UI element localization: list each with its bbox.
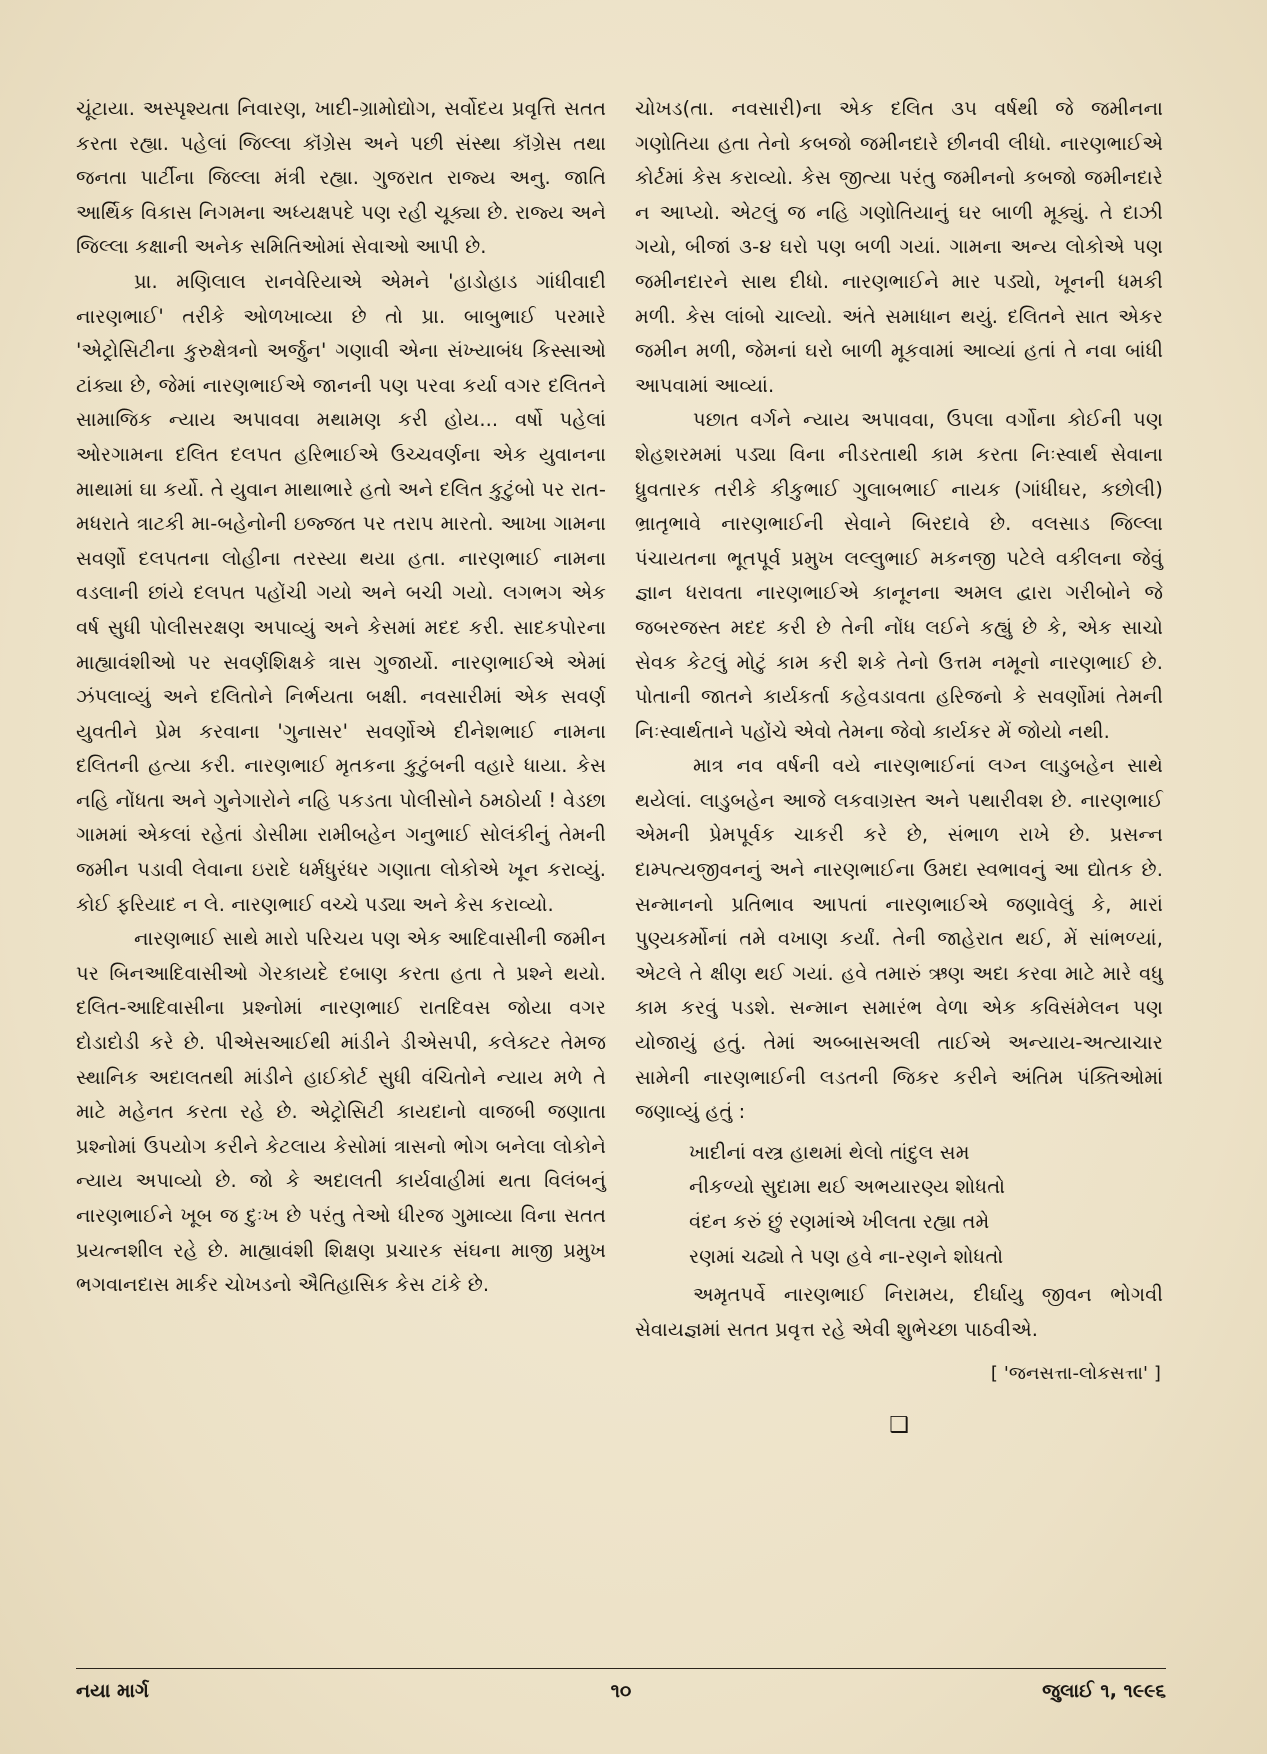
poem-verse xyxy=(689,1136,1163,1274)
page-number: ૧૦ xyxy=(610,1680,632,1702)
footer-divider xyxy=(76,1668,1166,1669)
source-credit: [ 'જનસત્તા-લોકસત્તા' ] xyxy=(990,1363,1161,1385)
paragraph-left-3: નારણભાઈ સાથે મારો પરિચય પણ એક આદિવાસીની જમીન પર બિનઆદિવાસીઓ ગેરકાયદે દબાણ કરતા હતા તે પ્રશ્ને થયો. દલિત-આદિવાસીના પ્રશ્નોમાં નારણભાઈ રાતદિવસ જોયા વગર દોડાદોડી કરે છે. પીએસઆઈથી માંડીને ડીએસપી, કલેક્ટર તેમજ સ્થાનિક અદાલતથી માંડીને હાઈકોર્ટ સુધી વંચિતોને ન્યાય મળે તે માટે મહેનત કરતા રહે છે. એટ્રોસિટી કાયદાનો વાજબી જણાતા પ્રશ્નોમાં ઉપયોગ કરીને કેટલાય કેસોમાં ત્રાસનો ભોગ બનેલા લોકોને ન્યાય અપાવ્યો છે. જો કે અદાલતી કાર્યવાહીમાં થતા વિલંબનું નારણભાઈને ખૂબ જ દુઃખ છે પરંતુ તેઓ ધીરજ ગુમાવ્યા વિના સતત પ્રયત્નશીલ રહે છે. માહ્યાવંશી શિક્ષણ પ્રચારક સંઘના માજી પ્રમુખ ભગવાનદાસ માર્કર ચોખડનો ઐતિહાસિક કેસ ટાંકે છે. xyxy=(76,927,606,1297)
closing-paragraph: અમૃતપર્વે નારણભાઈ નિરામય, દીર્ઘાયુ જીવન ભોગવી સેવાયજ્ઞમાં સતત પ્રવૃત્ત રહે એવી શુભેચ્છા પાઠવીએ. xyxy=(635,1283,1163,1341)
verse-line-2: નીકળ્યો સુદામા થઈ અભયારણ્ય શોધતો xyxy=(689,1175,1006,1199)
end-mark-icon: ❑ xyxy=(889,1412,909,1438)
paragraph-right-2: પછાત વર્ગને ન્યાય અપાવવા, ઉપલા વર્ગોના કોઈની પણ શેહશરમમાં પડ્યા વિના નીડરતાથી કામ કરતા નિઃસ્વાર્થ સેવાના ધ્રુવતારક તરીકે કીકુભાઈ ગુલાબભાઈ નાયક (ગાંધીઘર, કછોલી) ભ્રાતૃભાવે નારણભાઈની સેવાને બિરદાવે છે. વલસાડ જિલ્લા પંચાયતના ભૂતપૂર્વ પ્રમુખ લલ્લુભાઈ મકનજી પટેલે વકીલના જેવું જ્ઞાન ધરાવતા નારણભાઈએ કાનૂનના અમલ દ્વારા ગરીબોને જે જબરજસ્ત મદદ કરી છે તેની નોંધ લઈને કહ્યું છે કે, એક સાચો સેવક કેટલું મોટું કામ કરી શકે તેનો ઉત્તમ નમૂનો નારણભાઈ છે. પોતાની જાતને કાર્યકર્તા કહેવડાવતા હરિજનો કે સવર્ણોમાં તેમની નિઃસ્વાર્થતાને પહોંચે એવો તેમના જેવો કાર્યકર મેં જોયો નથી. xyxy=(635,408,1163,743)
left-column xyxy=(76,92,606,1303)
paragraph-left-1: ચૂંટાયા. અસ્પૃશ્યતા નિવારણ, ખાદી-ગ્રામોદ્યોગ, સર્વોદય પ્રવૃત્તિ સતત કરતા રહ્યા. પહેલાં જિલ્લા કૉંગ્રેસ અને પછી સંસ્થા કૉંગ્રેસ તથા જનતા પાર્ટીના જિલ્લા મંત્રી રહ્યા. ગુજરાત રાજ્ય અનુ. જાતિ આર્થિક વિકાસ નિગમના અધ્યક્ષપદે પણ રહી ચૂક્યા છે. રાજ્ય અને જિલ્લા કક્ષાની અનેક સમિતિઓમાં સેવાઓ આપી છે. xyxy=(76,97,606,259)
magazine-name: નયા માર્ગ xyxy=(76,1680,149,1702)
paragraph-right-1: ચોખડ(તા. નવસારી)ના એક દલિત ૩૫ વર્ષથી જે જમીનના ગણોતિયા હતા તેનો કબજો જમીનદારે છીનવી લીધો. નારણભાઈએ કોર્ટમાં કેસ કરાવ્યો. કેસ જીત્યા પરંતુ જમીનનો કબજો જમીનદારે ન આપ્યો. એટલું જ નહિ ગણોતિયાનું ઘર બાળી મૂક્યું. તે દાઝી ગયો, બીજાં ૩-૪ ઘરો પણ બળી ગયાં. ગામના અન્ય લોકોએ પણ જમીનદારને સાથ દીધો. નારણભાઈને માર પડ્યો, ખૂનની ધમકી મળી. કેસ લાંબો ચાલ્યો. અંતે સમાધાન થયું. દલિતને સાત એકર જમીન મળી, જેમનાં ઘરો બાળી મૂકવામાં આવ્યાં હતાં તે નવા બાંધી આપવામાં આવ્યાં. xyxy=(635,97,1163,397)
verse-line-4: રણમાં ચઢ્યો તે પણ હવે ના-રણને શોધતો xyxy=(689,1244,1004,1268)
right-column xyxy=(635,92,1163,1438)
paragraph-right-3: માત્ર નવ વર્ષની વયે નારણભાઈનાં લગ્ન લાડુબહેન સાથે થયેલાં. લાડુબહેન આજે લકવાગ્રસ્ત અને પથારીવશ છે. નારણભાઈ એમની પ્રેમપૂર્વક ચાકરી કરે છે, સંભાળ રાખે છે. પ્રસન્ન દામ્પત્યજીવનનું અને નારણભાઈના ઉમદા સ્વભાવનું આ દ્યોતક છે. સન્માનનો પ્રતિભાવ આપતાં નારણભાઈએ જણાવેલું કે, મારાં પુણ્યકર્મોનાં તમે વખાણ કર્યાં. તેની જાહેરાત થઈ, મેં સાંભળ્યાં, એટલે તે ક્ષીણ થઈ ગયાં. હવે તમારું ઋણ અદા કરવા માટે મારે વધુ કામ કરવું પડશે. સન્માન સમારંભ વેળા એક કવિસંમેલન પણ યોજાયું હતું. તેમાં અબ્બાસઅલી તાઈએ અન્યાય-અત્યાચાર સામેની નારણભાઈની લડતની જિકર કરીને અંતિમ પંક્તિઓમાં જણાવ્યું હતું : xyxy=(635,754,1163,1124)
paragraph-left-2: પ્રા. મણિલાલ રાનવેરિયાએ એમને 'હાડોહાડ ગાંધીવાદી નારણભાઈ' તરીકે ઓળખાવ્યા છે તો પ્રા. બાબુભાઈ પરમારે 'એટ્રોસિટીના કુરુક્ષેત્રનો અર્જુન' ગણાવી એના સંખ્યાબંધ કિસ્સાઓ ટાંક્યા છે, જેમાં નારણભાઈએ જાનની પણ પરવા કર્યા વગર દલિતને સામાજિક ન્યાય અપાવવા મથામણ કરી હોય... વર્ષો પહેલાં ઓરગામના દલિત દલપત હરિભાઈએ ઉચ્ચવર્ણના એક યુવાનના માથામાં ઘા કર્યો. તે યુવાન માથાભારે હતો અને દલિત કુટુંબો પર રાત-મધરાતે ત્રાટકી મા-બહેનોની ઇજ્જત પર તરાપ મારતો. આખા ગામના સવર્ણો દલપતના લોહીના તરસ્યા થયા હતા. નારણભાઈ નામના વડલાની છાંયે દલપત પહોંચી ગયો અને બચી ગયો. લગભગ એક વર્ષ સુધી પોલીસરક્ષણ અપાવ્યું અને કેસમાં મદદ કરી. સાદકપોરના માહ્યાવંશીઓ પર સવર્ણશિક્ષકે ત્રાસ ગુજાર્યો. નારણભાઈએ એમાં ઝંપલાવ્યું અને દલિતોને નિર્ભયતા બક્ષી. નવસારીમાં એક સવર્ણ યુવતીને પ્રેમ કરવાના 'ગુનાસર' સવર્ણોએ દીનેશભાઈ નામના દલિતની હત્યા કરી. નારણભાઈ મૃતકના કુટુંબની વહારે ધાયા. કેસ નહિ નોંધતા અને ગુનેગારોને નહિ પકડતા પોલીસોને ઠમઠોર્યા ! વેડછા ગામમાં એકલાં રહેતાં ડોસીમા રામીબહેન ગનુભાઈ સોલંકીનું તેમની જમીન પડાવી લેવાના ઇરાદે ધર્મધુરંધર ગણાતા લોકોએ ખૂન કરાવ્યું. કોઈ ફરિયાદ ન લે. નારણભાઈ વચ્ચે પડ્યા અને કેસ કરાવ્યો. xyxy=(76,269,606,916)
verse-line-3: વંદન કરું છું રણમાંએ ખીલતા રહ્યા તમે xyxy=(689,1210,990,1233)
issue-date: જુલાઈ ૧, ૧૯૯૬ xyxy=(1042,1680,1166,1702)
verse-line-1: ખાદીનાં વસ્ત્ર હાથમાં થેલો તાંદુલ સમ xyxy=(689,1140,970,1164)
